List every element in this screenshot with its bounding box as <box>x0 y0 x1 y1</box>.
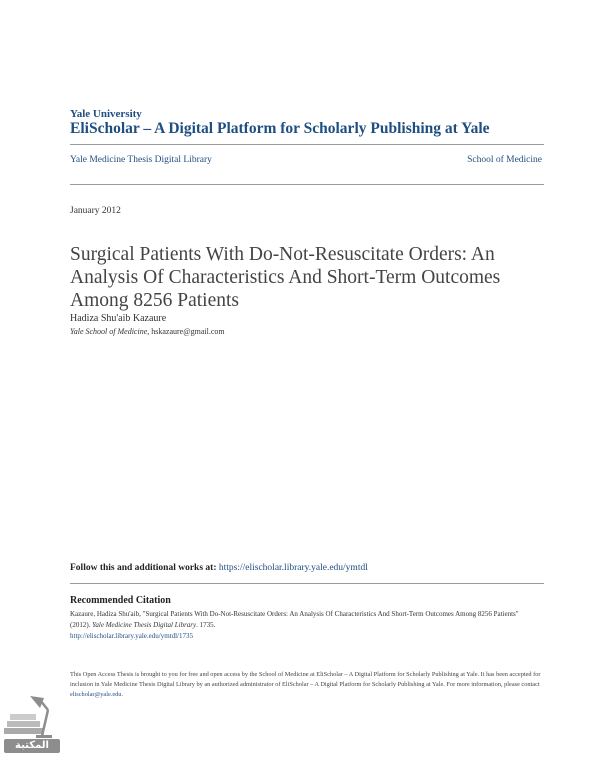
citation-heading: Recommended Citation <box>70 595 171 606</box>
citation-divider <box>70 583 544 584</box>
library-link[interactable]: Yale Medicine Thesis Digital Library <box>70 155 212 165</box>
header-divider <box>70 144 544 145</box>
subheader-divider <box>70 184 544 185</box>
citation-link[interactable]: http://elischolar.library.yale.edu/ymtdl/1735 <box>70 632 193 640</box>
publication-date: January 2012 <box>70 206 121 216</box>
author-name: Hadiza Shu'aib Kazaure <box>70 313 167 324</box>
thesis-title: Surgical Patients With Do-Not-Resuscitate Orders: An Analysis Of Characteristics And Short-Term Outcomes Among 8256 Patients <box>70 244 501 312</box>
follow-link[interactable]: https://elischolar.library.yale.edu/ymtdl <box>218 563 368 573</box>
contact-email-link[interactable]: elischolar@yale.edu <box>70 691 122 698</box>
university-name: Yale University <box>70 108 142 120</box>
citation-text: Kazaure, Hadiza Shu'aib, "Surgical Patients With Do-Not-Resuscitate Orders: An Analysis Of Characteristics And Short-Term Outcomes Among 8256 Patients" (2012). <box>70 610 519 629</box>
notice-end: . <box>121 691 124 698</box>
citation-number: . 1735. <box>196 621 216 629</box>
affiliation-email: , hskazaure@gmail.com <box>147 327 225 336</box>
school-link[interactable]: School of Medicine <box>467 155 542 165</box>
citation-journal: Yale Medicine Thesis Digital Library <box>92 621 197 629</box>
platform-title-link[interactable]: EliScholar – A Digital Platform for Scholarly Publishing at Yale <box>70 120 490 137</box>
citation-body <box>70 609 540 642</box>
notice-text: This Open Access Thesis is brought to you for free and open access by the School of Medicine at EliScholar – A Digital Platform for Scholarly Publishing at Yale. It has been accepted for inclusion in Yale Medicine Thesis Digital Library by an authorized administrator of EliScholar – A Digital Platform for Scholarly Publishing at Yale. For more information, please contact <box>70 671 541 688</box>
follow-label: Follow this and additional works at: <box>70 563 217 573</box>
open-access-notice <box>70 670 548 700</box>
watermark-label: المكتبة <box>4 739 60 753</box>
author-affiliation <box>70 327 225 336</box>
follow-line <box>70 563 368 573</box>
affiliation-school: Yale School of Medicine <box>70 327 148 336</box>
